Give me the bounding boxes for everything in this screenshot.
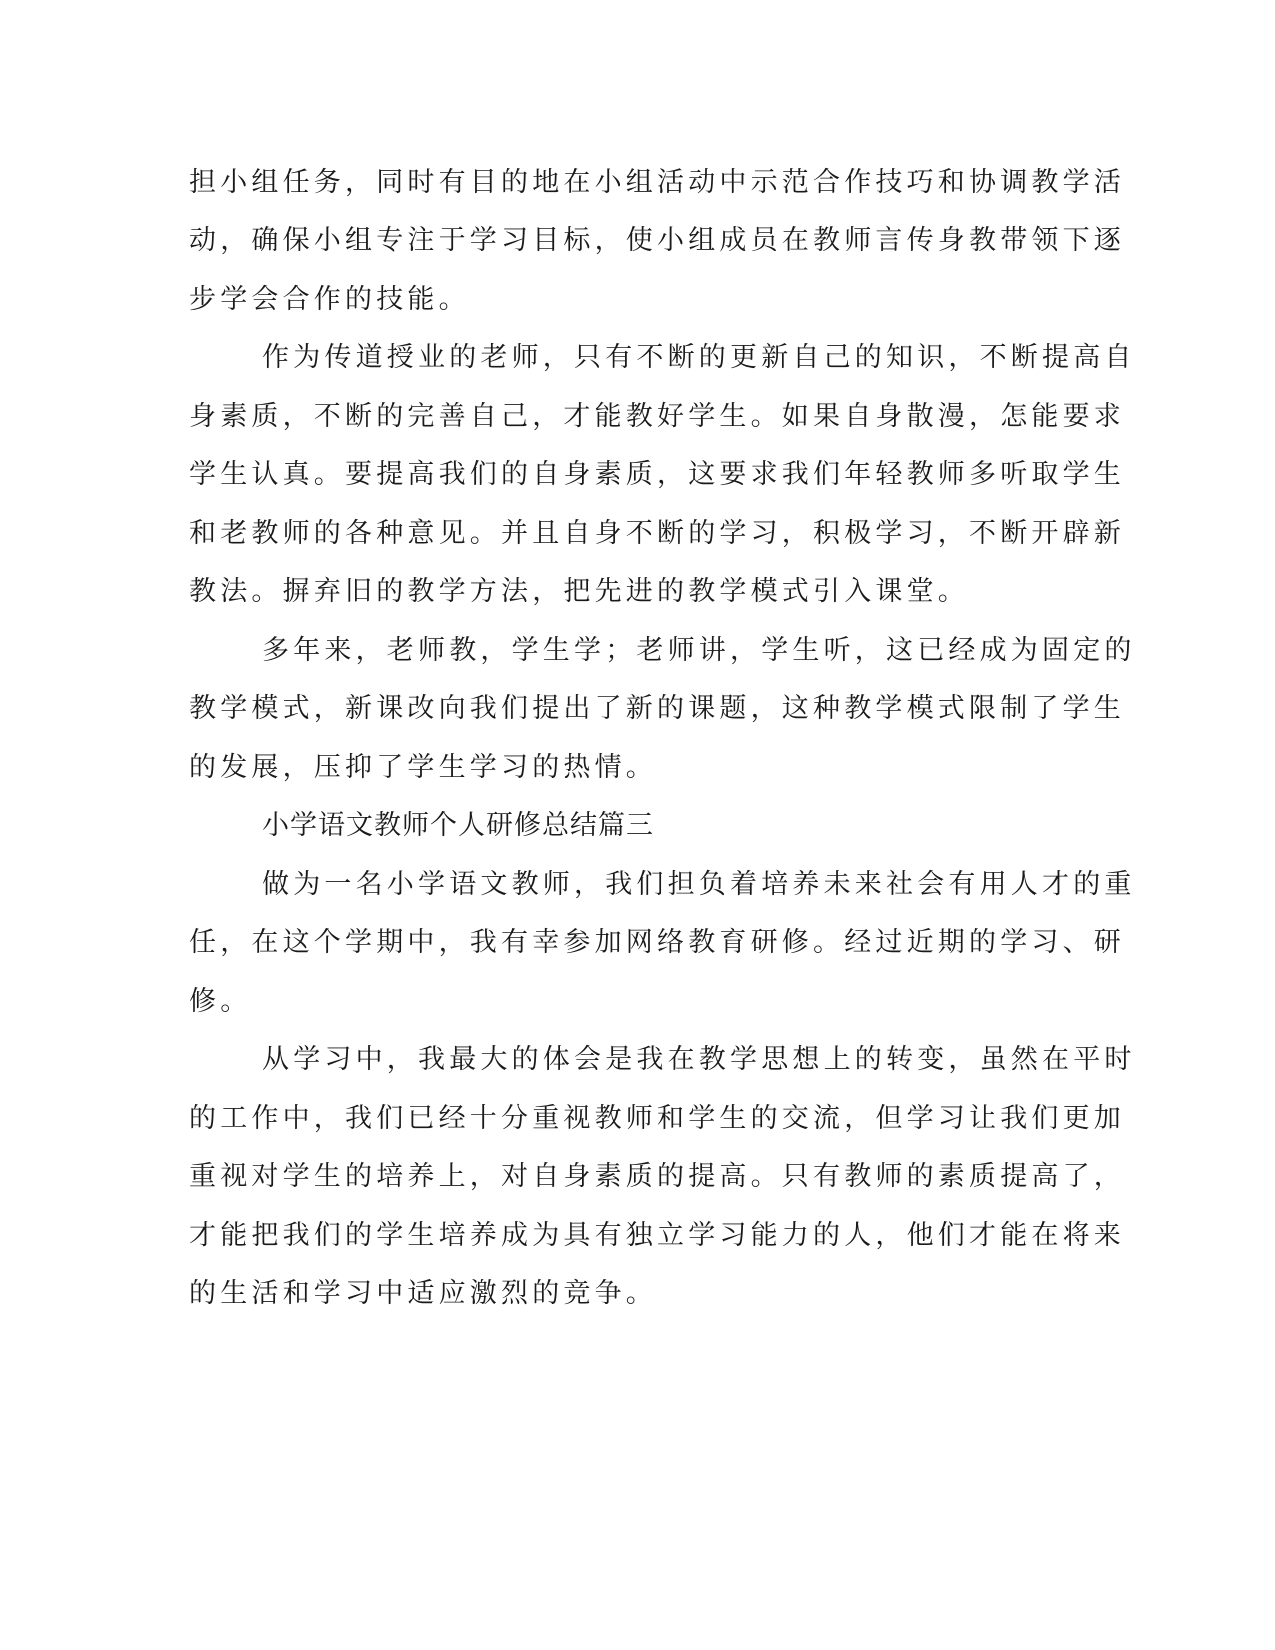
- paragraph-start-line: 做为一名小学语文教师，我们担负着培养未来社会有用人才的重: [262, 869, 1136, 900]
- text-line: 的工作中，我们已经十分重视教师和学生的交流，但学习让我们更加: [189, 1103, 1125, 1134]
- text-line: 步学会合作的技能。: [189, 284, 470, 315]
- text-line: 和老教师的各种意见。并且自身不断的学习，积极学习，不断开辟新: [189, 518, 1125, 549]
- text-line: 才能把我们的学生培养成为具有独立学习能力的人，他们才能在将来: [189, 1220, 1125, 1251]
- text-line: 教法。摒弃旧的教学方法，把先进的教学模式引入课堂。: [189, 576, 969, 607]
- text-line: 任，在这个学期中，我有幸参加网络教育研修。经过近期的学习、研: [189, 927, 1125, 958]
- section-heading: 小学语文教师个人研修总结篇三: [262, 810, 654, 841]
- text-line: 学生认真。要提高我们的自身素质，这要求我们年轻教师多听取学生: [189, 459, 1125, 490]
- paragraph-start-line: 从学习中，我最大的体会是我在教学思想上的转变，虽然在平时: [262, 1044, 1136, 1075]
- text-line: 修。: [189, 986, 252, 1017]
- paragraph-start-line: 作为传道授业的老师，只有不断的更新自己的知识，不断提高自: [262, 342, 1136, 373]
- text-line: 担小组任务，同时有目的地在小组活动中示范合作技巧和协调教学活: [189, 167, 1125, 198]
- text-line: 动，确保小组专注于学习目标，使小组成员在教师言传身教带领下逐: [189, 225, 1125, 256]
- text-line: 的发展，压抑了学生学习的热情。: [189, 752, 657, 783]
- paragraph-start-line: 多年来，老师教，学生学；老师讲，学生听，这已经成为固定的: [262, 635, 1136, 666]
- text-line: 教学模式，新课改向我们提出了新的课题，这种教学模式限制了学生: [189, 693, 1125, 724]
- text-line: 的生活和学习中适应激烈的竞争。: [189, 1278, 657, 1309]
- text-line: 身素质，不断的完善自己，才能教好学生。如果自身散漫，怎能要求: [189, 401, 1125, 432]
- text-line: 重视对学生的培养上，对自身素质的提高。只有教师的素质提高了，: [189, 1161, 1125, 1192]
